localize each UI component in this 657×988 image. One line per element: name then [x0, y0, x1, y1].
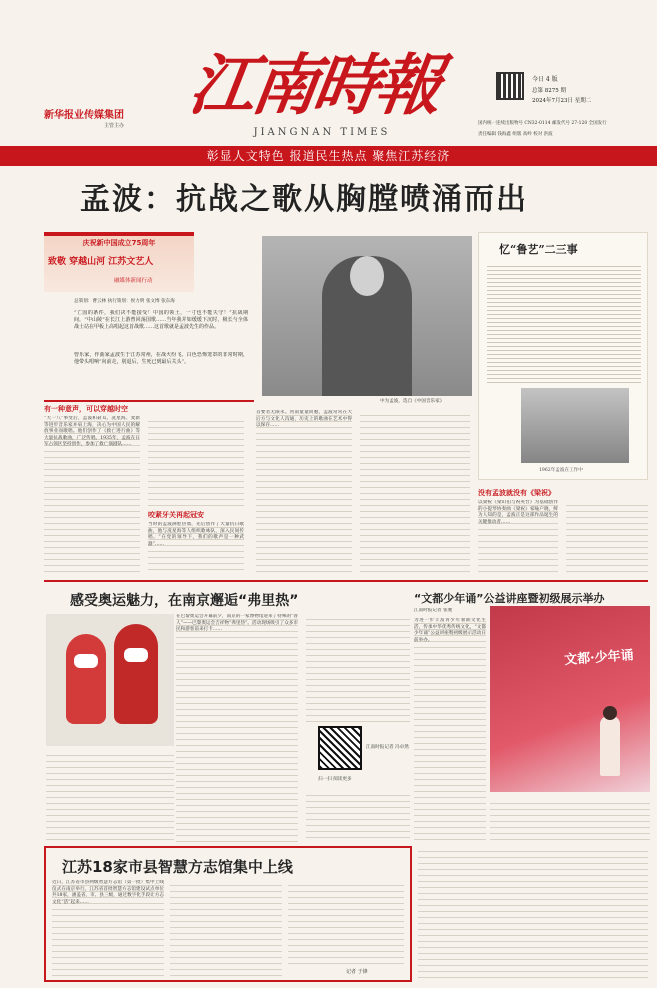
headline: 孟波：抗战之歌从胸膛喷涌而出 [80, 182, 528, 217]
library-headline: 江苏18家市县智慧方志馆集中上线 [62, 858, 293, 876]
masthead-title: 江南時報 [184, 46, 444, 124]
side-story [478, 232, 648, 480]
olympic-text: 在巴黎奥运会开幕前夕，南京的一家博物馆迎来了特殊的“客人”——巴黎奥运会吉祥物“弗里热”。活动现场吸引了众多市民和游客前来打卡…… [176, 614, 298, 842]
olympic-headline: 感受奥运魅力，在南京邂逅“弗里热” [70, 593, 299, 609]
banner-mid: 致敬 穿越山河 江苏文艺人 [48, 257, 154, 267]
photo-mascot [46, 614, 174, 746]
side-photo [521, 388, 629, 463]
article3-text: 首要者无限永。河南童童同胞，孟波常常在大后方与文化人沟通，历史上的歌曲在艺术中得以保存…… [256, 410, 352, 574]
lead-quote: “亡国的条件，我们决不能接受！中国的领土，一寸也不能失守！”抗战期间，“中山陵”在长江上游曾回荡国歌……当年我并如缓缓下沉时，极长与全体战士站在甲板上高唱起这首战歌……这首歌就是孟波先生的作品。 [74, 310, 248, 330]
byline-1: 江南时报记者 冯卓然 [366, 745, 409, 750]
group-sub: 主管主办 [104, 123, 125, 129]
article2-subtitle: 咬紧牙关再起冠安 [148, 511, 204, 519]
article4-subtitle: 没有孟波就没有《梁祝》 [478, 489, 555, 497]
literature-text: 为进一步丰富青少年暑期文化生活，传承中华优秀传统文化，“文都少年诵”公益讲座暨初级展示活动日前举办。 [414, 618, 486, 842]
issue-date: 2024年7月23日 星期二 [532, 98, 592, 104]
photo-caption: 中为孟波，选自《中国音乐家》 [380, 399, 445, 404]
article1-subtitle: 有一种意声，可以穿越时空 [44, 405, 128, 413]
photo-mengbo [262, 236, 472, 396]
cn-code: 国内统一连续出版物号 CN32-0114 邮发代号 27-120 全国发行 [478, 121, 607, 126]
group-logo: 新华报业传媒集团 [44, 110, 124, 121]
banner-sub: 融媒体新闻行动 [114, 278, 153, 284]
masthead-en: JIANGNAN TIMES [253, 127, 391, 138]
banner-top: 庆祝新中国成立75周年 [82, 239, 156, 247]
library-byline: 记者 于锋 [346, 969, 368, 975]
article1-text: “大一八”事变后，孟波和聂耳、冼星海、麦新等进步音乐家并肩上海，决心为中国人民的解放事业而歌唱。他们创作了《救亡进行曲》等大量抗战歌曲，广泛传唱。1935年，孟波在日军占领区坚持创作，参加了救亡演剧队…… [44, 416, 140, 574]
qr-code-2 [318, 726, 362, 770]
photo-reading [490, 606, 650, 792]
issue-no: 总第 8275 期 [532, 88, 566, 94]
qr-code [496, 72, 524, 100]
issue-page: 今日 4 版 [532, 76, 558, 83]
library-text: 近日，江苏省市县两级智慧方志馆（第一批）集中上线仪式在南京举行。江苏省首批智慧方志馆建设试点单位共18家，涵盖省、市、县三级，通过数字化手段让方志文化“活”起来…… [52, 880, 164, 978]
side-caption: 1962年孟波在工作中 [539, 468, 583, 473]
banner [44, 232, 194, 292]
article4-text: 以梁祝《梁山伯与祝英台》为基础创作的小提琴协奏曲《梁祝》家喻户晓，鲜为人知的是，孟波正是这部作品诞生的关键推动者…… [478, 500, 558, 576]
side-story-title: 忆“鲁艺”二三事 [499, 243, 578, 256]
library-box [44, 846, 412, 982]
editors: 责任编辑 钱海鑫 组版 高岭 校对 洪波 [478, 132, 553, 137]
byline-2: 江南时报记者 张驰 [414, 608, 453, 613]
literature-headline: “文都少年诵”公益讲座暨初级展示举办 [414, 592, 605, 605]
lead-body: 曾乐家，作曲家孟波生于江苏常州，在战火纷飞、白色恐怖笼罩的非常时期，他带头唱响“向前走，别退后，生死已到最后关头”。 [74, 352, 248, 365]
qr-caption: 扫一扫 阅读更多 [318, 777, 352, 782]
lead-byline: 总策划：曹云林 执行策划：侯力明 张文博 张东海 [74, 299, 175, 304]
article2-text: 当时的孟波满腔热血，先后创作了大量抗日歌曲，他与冼星海等人组织歌咏队，深入民间传唱。“在党的领导下，我们的歌声是一种武器”…… [148, 522, 244, 574]
slogan: 彰显人文特色 报道民生热点 聚焦江苏经济 [206, 149, 451, 163]
literature-photo-text: 文都·少年诵 [563, 648, 635, 668]
